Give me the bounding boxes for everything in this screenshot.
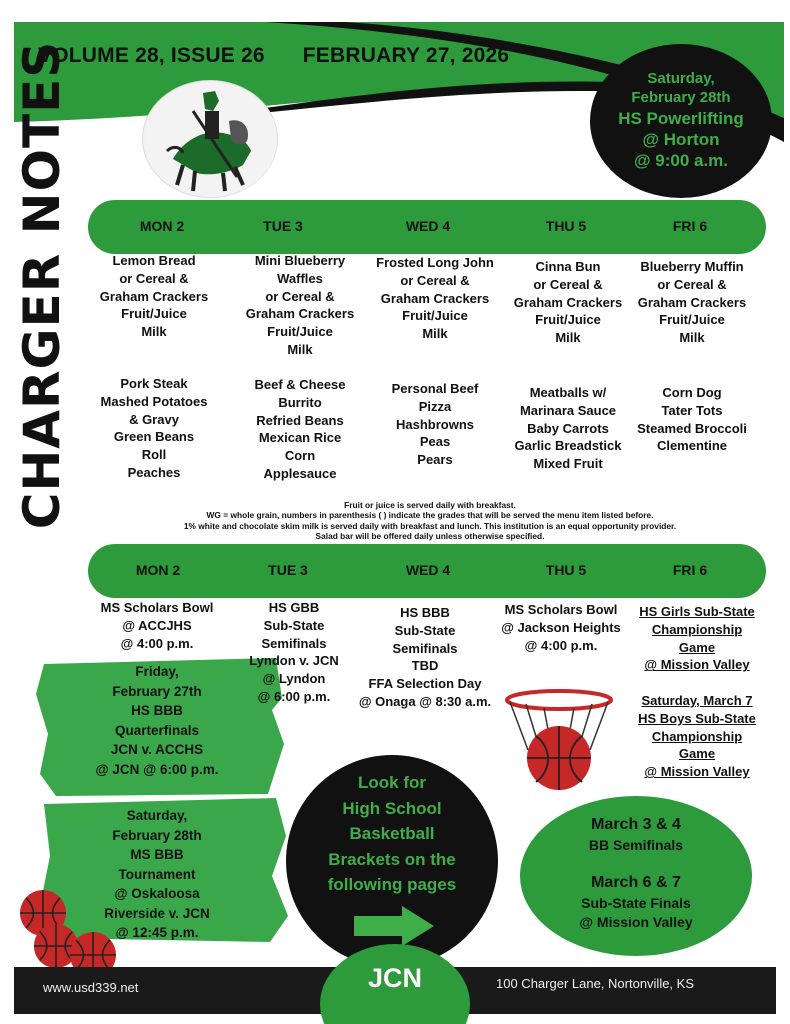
activity-line: HS Girls Sub-State	[639, 604, 755, 619]
menu-item: Graham Crackers	[637, 294, 747, 310]
lunch-wed	[368, 380, 502, 469]
note-line: Fruit or juice is served daily with breakfast.	[344, 500, 516, 510]
menu-item: Milk	[555, 330, 581, 346]
note-line: WG = whole grain, numbers in parenthesis ( ) indicate the grades that will be served the menu item listed before.	[206, 510, 654, 521]
friday-line: Quarterfinals	[114, 722, 200, 738]
breakfast-mon	[88, 252, 220, 341]
issue-date: FEBRUARY 27, 2026	[302, 44, 510, 67]
menu-item: Milk	[679, 330, 705, 346]
brackets-line: Brackets on the	[328, 849, 456, 869]
activity-line: MS Scholars Bowl	[504, 602, 618, 617]
vertical-title	[13, 40, 71, 530]
menu-item: Frosted Long John	[376, 255, 494, 270]
menu-item: Milk	[422, 326, 448, 342]
menu-item: Personal Beef	[391, 381, 479, 396]
volume-issue: VOLUME 28, ISSUE 26	[38, 44, 265, 67]
event-day: Saturday,	[647, 70, 715, 88]
activity-line: @ Mission Valley	[644, 657, 750, 673]
activity-day-tue: TUE 3	[268, 562, 308, 578]
activity-line: @ Onaga @ 8:30 a.m.	[358, 693, 492, 709]
activity-line: @ ACCJHS	[122, 617, 192, 633]
activity-day-thu: THU 5	[545, 562, 587, 578]
footer-website-link[interactable]: www.usd339.net	[43, 980, 139, 995]
event-name: HS Powerlifting	[618, 108, 744, 128]
activity-line: Game	[678, 639, 716, 655]
activity-line: @ 4:00 p.m.	[120, 635, 194, 651]
activity-line: Semifinals	[261, 635, 327, 651]
note-line: 1% white and chocolate skim milk is served daily with breakfast and lunch. This institution is an equal opportunity provider.	[183, 520, 677, 531]
march-line: March 3 & 4	[591, 816, 681, 833]
saturday-event	[70, 806, 244, 943]
menu-item: Steamed Broccoli	[637, 420, 747, 436]
friday-line: Friday,	[135, 664, 179, 679]
menu-item: Refried Beans	[256, 412, 344, 428]
menu-item: Fruit/Juice	[121, 306, 187, 322]
menu-item: Cinna Bun	[535, 259, 601, 274]
event-location: @ Horton	[642, 130, 720, 150]
march-line: @ Mission Valley	[579, 913, 693, 930]
activity-line: @ Jackson Heights	[501, 619, 621, 635]
event-time: @ 9:00 a.m.	[633, 151, 729, 171]
saturday-line: MS BBB	[130, 847, 184, 863]
menu-item: Clementine	[656, 438, 728, 454]
saturday-line: @ 12:45 p.m.	[115, 925, 199, 941]
menu-day-thu: THU 5	[545, 218, 587, 234]
basketball-hoop-icon	[504, 686, 614, 796]
saturday-line: February 28th	[112, 827, 202, 843]
menu-item: Fruit/Juice	[402, 308, 468, 324]
activity-line: @ Mission Valley	[644, 764, 750, 780]
activity-line: MS Scholars Bowl	[100, 600, 214, 615]
menu-item: Meatballs w/	[529, 385, 607, 400]
menu-item: Hashbrowns	[395, 416, 474, 432]
activity-line: HS Boys Sub-State	[638, 710, 756, 726]
menu-item: Mini Blueberry	[254, 253, 346, 268]
brackets-notice	[286, 770, 498, 898]
saturday-line: Riverside v. JCN	[104, 905, 210, 921]
activity-fri-girls	[630, 603, 764, 674]
note-line: Salad bar will be offered daily unless otherwise specified.	[315, 530, 545, 541]
saturday-line: @ Oskaloosa	[114, 886, 200, 902]
activity-line: TBD	[411, 658, 439, 674]
breakfast-wed	[368, 254, 502, 343]
menu-item: Waffles	[277, 270, 323, 286]
activity-line: @ 4:00 p.m.	[524, 637, 598, 653]
activity-mon	[86, 599, 228, 652]
menu-item: Green Beans	[113, 429, 195, 445]
march-line: March 6 & 7	[591, 874, 681, 892]
menu-item: or Cereal &	[119, 270, 189, 286]
menu-item: Applesauce	[263, 465, 337, 481]
breakfast-thu	[502, 258, 634, 347]
menu-item: Fruit/Juice	[267, 324, 333, 340]
brackets-line: Basketball	[349, 824, 435, 843]
menu-item: Milk	[287, 341, 313, 357]
march-dates	[520, 814, 752, 932]
lunch-mon	[88, 375, 220, 482]
menu-item: Tater Tots	[661, 402, 723, 418]
charger-mascot-logo	[142, 80, 278, 198]
menu-item: Corn Dog	[662, 385, 722, 400]
activity-line: Saturday, March 7	[641, 693, 753, 708]
menu-item: Graham Crackers	[380, 290, 490, 306]
issue-line	[38, 44, 541, 68]
activity-day-fri: FRI 6	[672, 562, 708, 578]
activity-line: Sub-State	[263, 617, 325, 633]
menu-item: & Gravy	[129, 411, 179, 427]
activity-day-wed: WED 4	[405, 562, 451, 578]
activity-thu	[490, 601, 632, 654]
jcn-label: JCN	[367, 963, 422, 993]
menu-item: Roll	[141, 447, 167, 463]
menu-item: Pizza	[418, 398, 452, 414]
activity-line: Game	[678, 746, 716, 762]
activity-line: Lyndon v. JCN	[249, 653, 339, 669]
menu-item: Garlic Breadstick	[514, 438, 622, 454]
activity-line: FFA Selection Day	[368, 676, 482, 692]
activity-line: Championship	[651, 728, 743, 744]
friday-line: JCN v. ACCHS	[110, 742, 204, 758]
menu-item: Baby Carrots	[527, 420, 609, 436]
powerlifting-event-circle	[590, 44, 772, 198]
menu-item: Marinara Sauce	[519, 402, 617, 418]
menu-item: Mashed Potatoes	[100, 393, 208, 409]
menu-day-mon: MON 2	[139, 218, 185, 234]
menu-day-fri: FRI 6	[672, 218, 708, 234]
menu-item: Pork Steak	[120, 376, 188, 391]
activity-line: Semifinals	[392, 640, 458, 656]
menu-item: Milk	[141, 324, 167, 340]
newsletter-title: CHARGER NOTES	[13, 40, 71, 530]
menu-item: or Cereal &	[400, 272, 470, 288]
menu-item: Fruit/Juice	[535, 312, 601, 328]
activity-line: HS BBB	[400, 605, 450, 620]
march-line: BB Semifinals	[588, 836, 684, 853]
saturday-line: Saturday,	[126, 808, 188, 823]
menu-item: or Cereal &	[265, 288, 335, 304]
activity-tue	[226, 599, 362, 706]
activity-day-mon: MON 2	[135, 562, 181, 578]
march-line: Sub-State Finals	[581, 895, 691, 912]
menu-item: Corn	[284, 448, 316, 464]
activity-line: @ 6:00 p.m.	[257, 688, 331, 704]
friday-line: February 27th	[112, 683, 202, 699]
menu-day-wed: WED 4	[405, 218, 451, 234]
menu-item: Graham Crackers	[245, 306, 355, 322]
brackets-line: High School	[342, 798, 442, 818]
menu-item: Mexican Rice	[258, 430, 342, 446]
menu-item: Pears	[417, 452, 453, 468]
friday-line: HS BBB	[131, 703, 183, 719]
activity-line: @ Lyndon	[262, 671, 326, 687]
breakfast-fri	[628, 258, 756, 347]
menu-item: or Cereal &	[533, 276, 603, 292]
menu-item: or Cereal &	[657, 276, 727, 292]
lunch-thu	[502, 384, 634, 473]
event-date: February 28th	[631, 89, 731, 107]
menu-notes	[80, 500, 780, 541]
friday-line: @ JCN @ 6:00 p.m.	[95, 761, 219, 777]
brackets-line: following pages	[327, 875, 457, 894]
menu-item: Fruit/Juice	[659, 312, 725, 328]
footer-address: 100 Charger Lane, Nortonville, KS	[496, 976, 695, 991]
menu-day-tue: TUE 3	[263, 218, 303, 234]
menu-item: Graham Crackers	[99, 288, 209, 304]
lunch-tue	[234, 376, 366, 483]
lunch-fri	[628, 384, 756, 455]
menu-item: Peaches	[127, 464, 181, 480]
brackets-line: Look for	[358, 773, 426, 792]
activity-line: Championship	[651, 621, 743, 637]
activities-day-bar	[88, 544, 766, 598]
menu-item: Burrito	[278, 394, 322, 410]
activity-fri-boys	[630, 692, 764, 781]
friday-event	[70, 662, 244, 779]
activity-wed	[350, 604, 500, 711]
activity-line: HS GBB	[268, 600, 320, 615]
menu-day-bar	[88, 200, 766, 254]
menu-item: Beef & Cheese	[254, 377, 346, 392]
menu-item: Blueberry Muffin	[640, 259, 744, 274]
menu-item: Mixed Fruit	[533, 456, 603, 472]
breakfast-tue	[234, 252, 366, 359]
menu-item: Lemon Bread	[112, 253, 196, 268]
activity-line: Sub-State	[394, 622, 456, 638]
right-arrow-icon	[352, 904, 436, 948]
menu-item: Graham Crackers	[513, 294, 623, 310]
saturday-line: Tournament	[118, 866, 196, 882]
menu-item: Peas	[419, 434, 451, 450]
